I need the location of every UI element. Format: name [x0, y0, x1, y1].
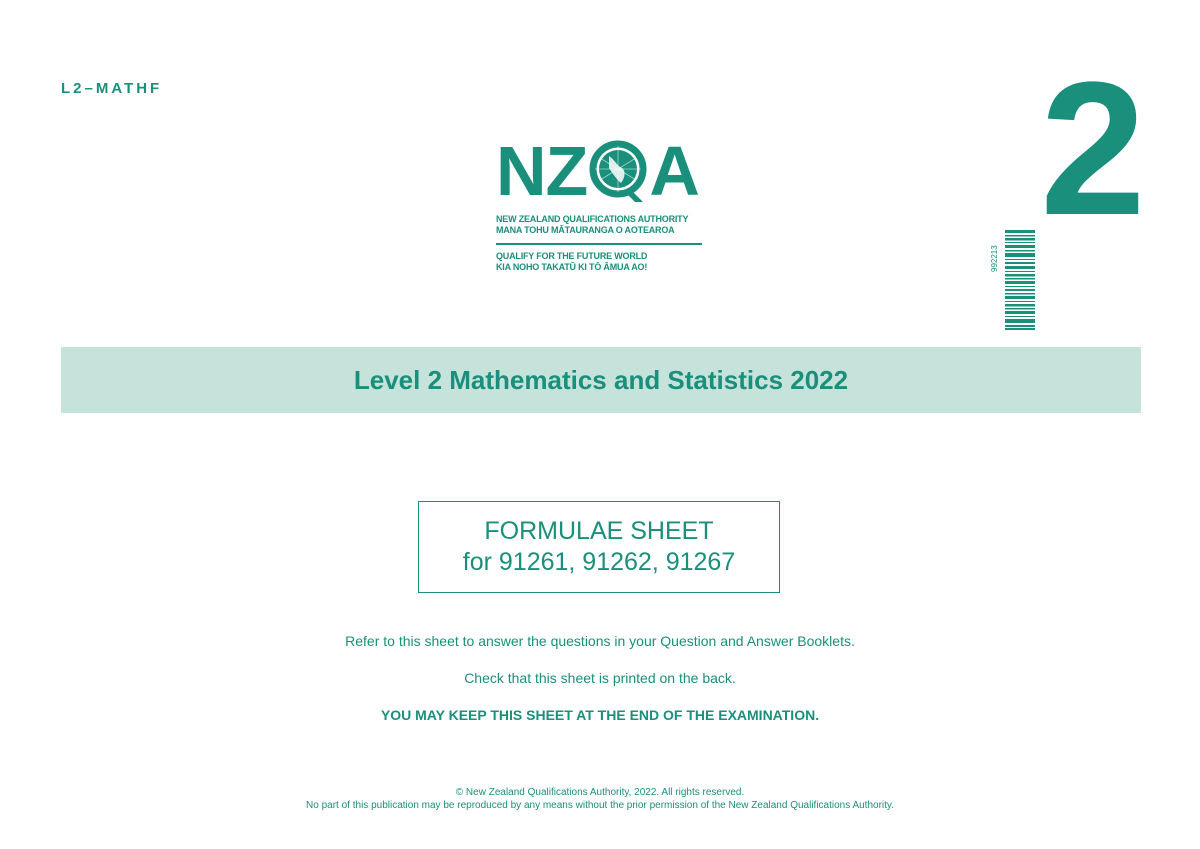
formulae-sheet-standards: for 91261, 91262, 91267	[462, 548, 736, 576]
globe-icon	[589, 138, 647, 204]
barcode-number: 992213	[990, 245, 999, 272]
paper-code: L2–MATHF	[61, 80, 163, 97]
title-banner	[61, 347, 1141, 413]
nzqa-logo	[496, 132, 708, 273]
logo-tagline-english: QUALIFY FOR THE FUTURE WORLD	[496, 251, 648, 261]
level-number: 2	[1040, 43, 1146, 255]
instruction-refer: Refer to this sheet to answer the questions in your Question and Answer Booklets.	[345, 633, 855, 649]
instruction-keep: YOU MAY KEEP THIS SHEET AT THE END OF THE EXAMINATION.	[380, 707, 820, 723]
instruction-check: Check that this sheet is printed on the back.	[464, 670, 736, 686]
formulae-sheet-title: FORMULAE SHEET	[484, 517, 714, 545]
logo-names	[496, 214, 708, 236]
formulae-sheet-box	[418, 501, 780, 593]
barcode-icon	[1005, 230, 1035, 330]
logo-tagline-maori: KIA NOHO TAKATŪ KI TŌ ĀMUA AO!	[496, 262, 648, 272]
copyright-notice: © New Zealand Qualifications Authority, 2022. All rights reserved.	[455, 787, 745, 798]
logo-divider	[496, 243, 702, 245]
logo-letter-a: A	[649, 132, 699, 210]
logo-letters-nz: NZ	[496, 132, 588, 210]
logo-line-english: NEW ZEALAND QUALIFICATIONS AUTHORITY	[496, 214, 689, 224]
permission-notice: No part of this publication may be reproduced by any means without the prior permission of the New Zealand Qualifications Authority.	[306, 800, 894, 811]
logo-wordmark	[496, 132, 708, 210]
page-title: Level 2 Mathematics and Statistics 2022	[353, 364, 849, 395]
logo-line-maori: MANA TOHU MĀTAURANGA O AOTEAROA	[496, 225, 675, 235]
